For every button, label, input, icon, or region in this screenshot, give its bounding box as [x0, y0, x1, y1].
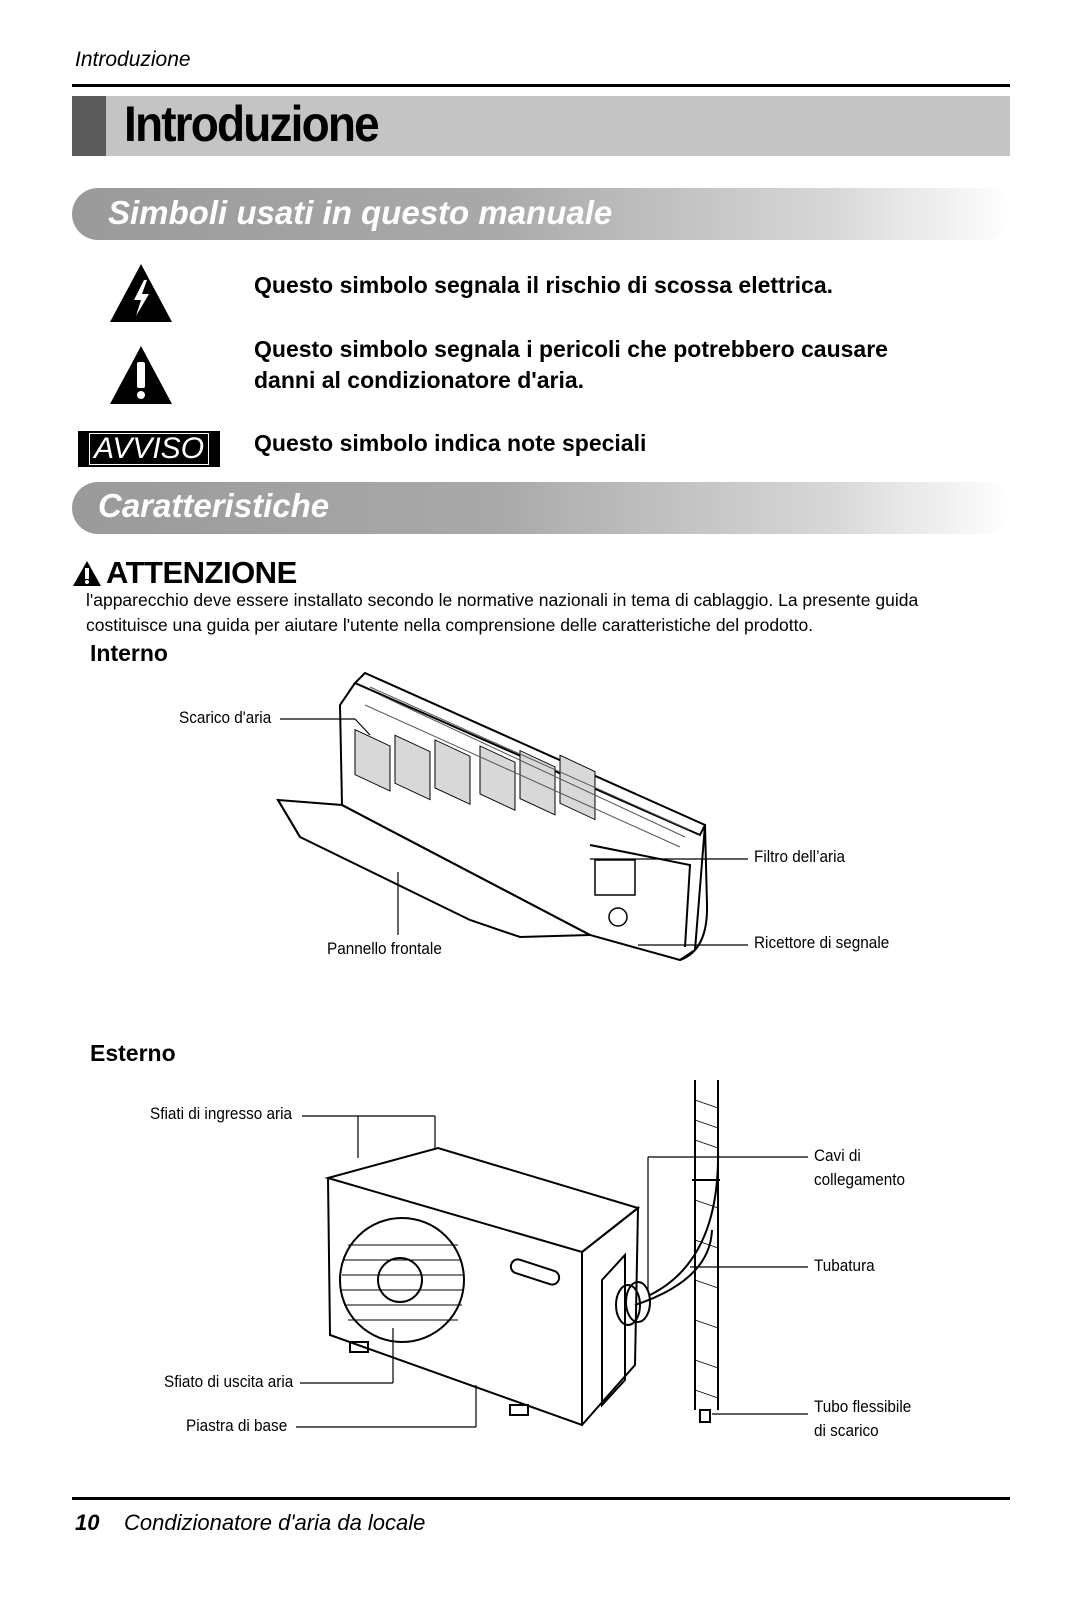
- section-title-features: Caratteristiche: [98, 487, 330, 524]
- section-title-symbols: Simboli usati in questo manuale: [108, 194, 613, 231]
- label-base-plate: Piastra di base: [186, 1416, 288, 1435]
- label-connecting-cables-line1: Cavi di: [814, 1146, 861, 1165]
- label-air-inlet-vents: Sfiati di ingresso aria: [150, 1104, 293, 1123]
- outdoor-heading: Esterno: [90, 1040, 176, 1066]
- running-head: Introduzione: [75, 48, 191, 71]
- label-connecting-cables-line2: collegamento: [814, 1170, 906, 1189]
- page-title: Introduzione: [124, 96, 378, 152]
- label-drain-hose-line1: Tubo flessibile: [814, 1397, 912, 1416]
- caution-text-line1: l'apparecchio deve essere installato secondo le normative nazionali in tema di cablaggio. La presente guida: [86, 590, 919, 610]
- label-signal-receiver: Ricettore di segnale: [754, 933, 890, 952]
- caution-heading-text: ATTENZIONE: [106, 555, 297, 590]
- avviso-badge-label: AVVISO: [89, 433, 209, 465]
- symbol-text-note: Questo simbolo indica note speciali: [254, 430, 647, 456]
- footer-title: Condizionatore d'aria da locale: [124, 1510, 426, 1535]
- label-piping: Tubatura: [814, 1256, 875, 1275]
- page-number: 10: [75, 1510, 100, 1535]
- caution-text-line2: costituisce una guida per aiutare l'utente nella comprensione delle caratteristiche del prodotto.: [86, 615, 814, 635]
- label-front-panel: Pannello frontale: [327, 939, 442, 958]
- label-air-filter: Filtro dell’aria: [754, 847, 845, 866]
- label-drain-hose-line2: di scarico: [814, 1421, 879, 1440]
- label-air-outlet-vent: Sfiato di uscita aria: [164, 1372, 294, 1391]
- symbol-text-danger-line1: Questo simbolo segnala i pericoli che potrebbero causare: [254, 336, 888, 362]
- label-air-outlet: Scarico d'aria: [179, 708, 272, 727]
- symbol-text-danger-line2: danni al condizionatore d'aria.: [254, 367, 585, 393]
- indoor-heading: Interno: [90, 640, 168, 666]
- footer-rule: [72, 1497, 1010, 1500]
- symbol-text-shock: Questo simbolo segnala il rischio di scossa elettrica.: [254, 272, 834, 298]
